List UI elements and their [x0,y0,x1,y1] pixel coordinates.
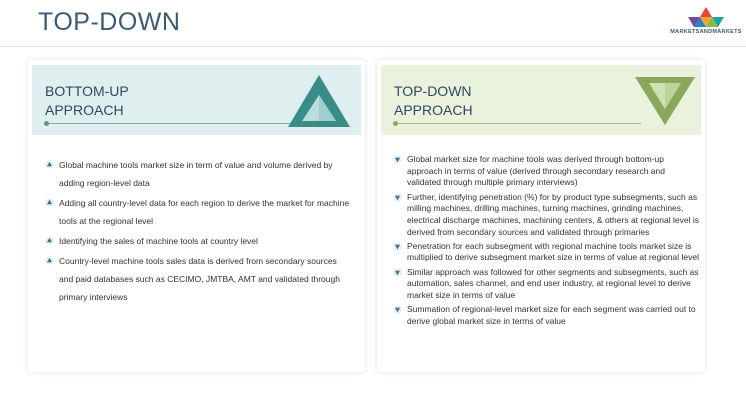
bottom-up-list [45,156,351,308]
list-item [45,252,351,306]
list-item-text: Country-level machine tools sales data is derived from secondary sources and paid databases such as CECIMO, JMTBA, AMT and validated through primary interviews [59,256,340,302]
triangle-up-icon [286,73,352,129]
list-item [45,156,351,192]
title-divider [0,46,746,47]
list-item-text: Penetration for each subsegment with regional machine tools market size is multiplied to derive subsegment market size in terms of value at regional level [407,240,699,263]
list-item-text: Summation of regional-level market size for each segment was carried out to derive global market size in terms of value [407,304,696,326]
top-down-title-line2: APPROACH [394,102,473,118]
markets-and-markets-triangles-icon [685,6,727,28]
list-item-text: Adding all country-level data for each region to derive the market for machine tools at the regional level [59,198,350,226]
bullet-up-icon [45,160,54,169]
bullet-up-icon [45,198,54,207]
top-down-header-rule [395,123,641,124]
brand-logo [668,6,744,36]
list-item [393,304,701,327]
bullet-down-icon [393,193,402,202]
page-title: TOP-DOWN [38,8,181,36]
list-item [393,241,701,264]
bullet-down-icon [393,268,402,277]
list-item-text: Identifying the sales of machine tools at country level [59,236,258,246]
bottom-up-title-line1: BOTTOM-UP [45,83,129,99]
list-item [45,232,351,250]
list-item [393,192,701,239]
bottom-up-header-rule [46,123,300,124]
triangle-down-icon [633,75,697,127]
list-item [393,267,701,302]
list-item-text: Further, identifying penetration (%) for by product type subsegments, such as milling machines, drilling machines, turning machines, grinding machines, electrical discharge machines, machining centers, & others at regional level is derived from secondary sources and validated through primaries [407,191,699,237]
top-down-header [381,65,701,135]
top-down-title-line1: TOP-DOWN [394,83,472,99]
list-item [393,154,701,189]
bottom-up-title-line2: APPROACH [45,102,124,118]
bullet-down-icon [393,305,402,314]
list-item-text: Global market size for machine tools was derived through bottom-up approach in terms of value (derived through secondary research and validated through multiple primary interviews) [407,154,665,188]
bottom-up-panel [28,60,365,372]
bullet-up-icon [45,236,54,245]
bullet-up-icon [45,256,54,265]
bullet-down-icon [393,242,402,251]
bottom-up-title [45,82,129,120]
list-item-text: Global machine tools market size in term of value and volume derived by adding region-level data [59,160,333,188]
bottom-up-header [32,65,361,135]
list-item-text: Similar approach was followed for other segments and subsegments, such as automation, sales channel, and end user industry, at regional level to derive market size in terms of value [407,266,699,300]
list-item [45,194,351,230]
top-down-title [394,82,473,120]
logo-text: MARKETSANDMARKETS [670,29,742,35]
bullet-down-icon [393,155,402,164]
top-down-list [393,154,701,330]
top-down-panel [377,60,705,372]
